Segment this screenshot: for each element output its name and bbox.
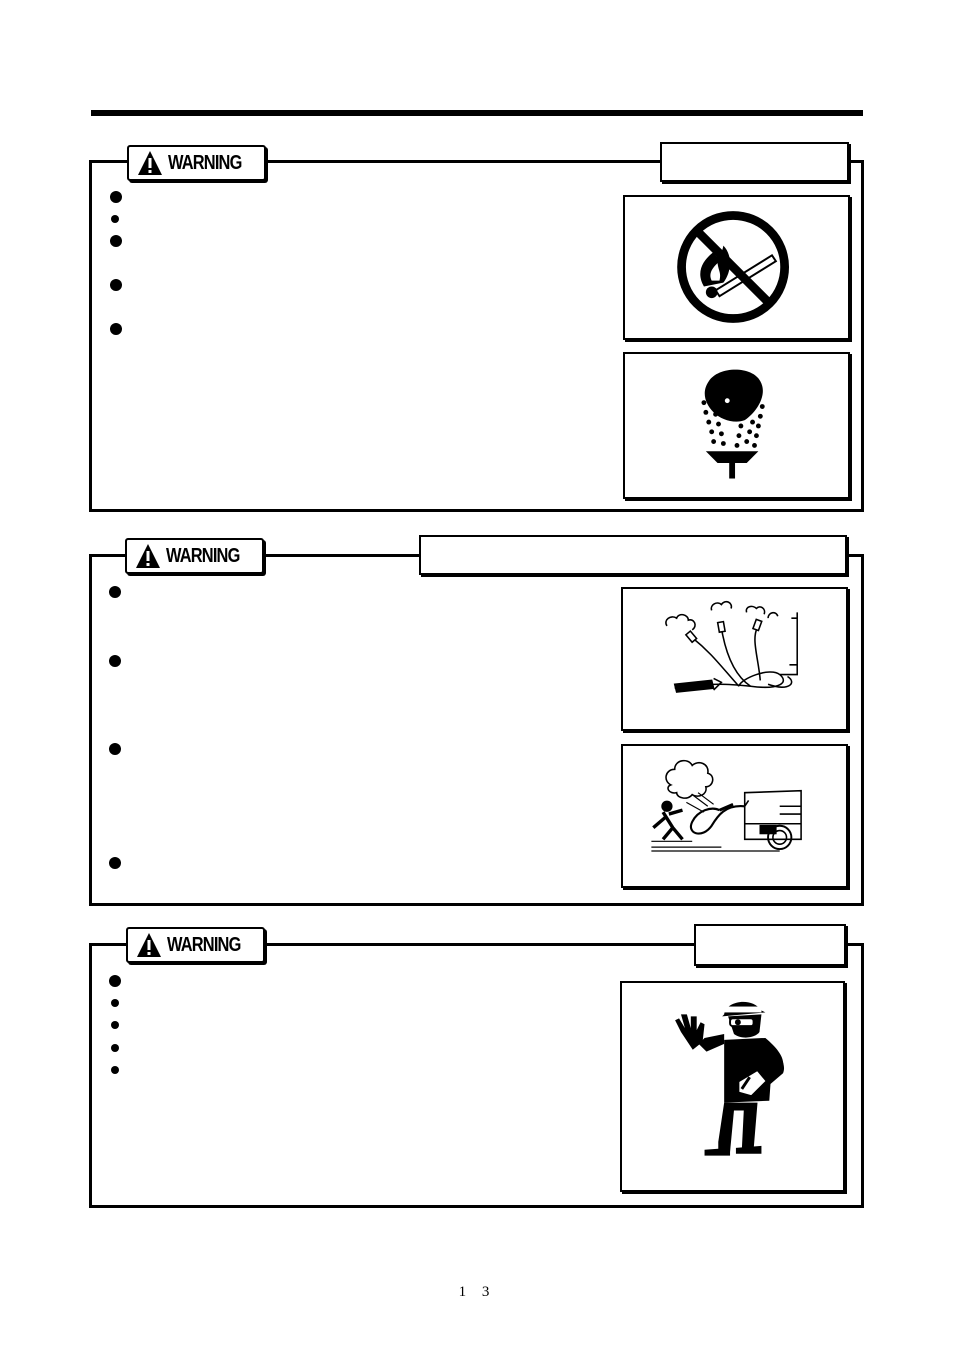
bullet [110,279,122,291]
warning-triangle-icon [135,543,161,569]
fuel-splash-pictogram [623,352,850,499]
bullet [111,215,119,223]
top-rule [91,110,863,116]
no-open-flame-icon [625,197,848,338]
warning-triangle-icon [137,150,163,176]
protective-gear-worker-icon [622,983,843,1190]
hose-burst-injury-pictogram [621,744,848,888]
bullet [109,655,121,667]
bullet [110,235,122,247]
bullet [111,1044,119,1052]
whipping-hose-icon [623,589,846,729]
section-3-title-box [694,924,846,966]
bullet [111,1021,119,1029]
bullet [109,743,121,755]
warning-label-1 [127,145,266,181]
fuel-splash-icon [625,354,848,497]
warning-label-text: WARNING [168,151,242,174]
hose-burst-injury-icon [623,746,846,886]
warning-label-2 [125,538,264,574]
bullet [109,857,121,869]
warning-label-3 [126,927,265,963]
page-number: 1 3 [458,1284,496,1300]
bullet [110,323,122,335]
no-open-flame-pictogram [623,195,850,340]
bullet [111,999,119,1007]
warning-label-text: WARNING [167,933,241,956]
protective-gear-pictogram [620,981,845,1192]
section-2-title-box [419,535,847,575]
whipping-hose-pictogram [621,587,848,731]
bullet [109,586,121,598]
bullet [111,1066,119,1074]
bullet [110,191,122,203]
warning-label-text: WARNING [166,544,240,567]
warning-triangle-icon [136,932,162,958]
section-1-title-box [660,142,849,182]
bullet [109,975,121,987]
